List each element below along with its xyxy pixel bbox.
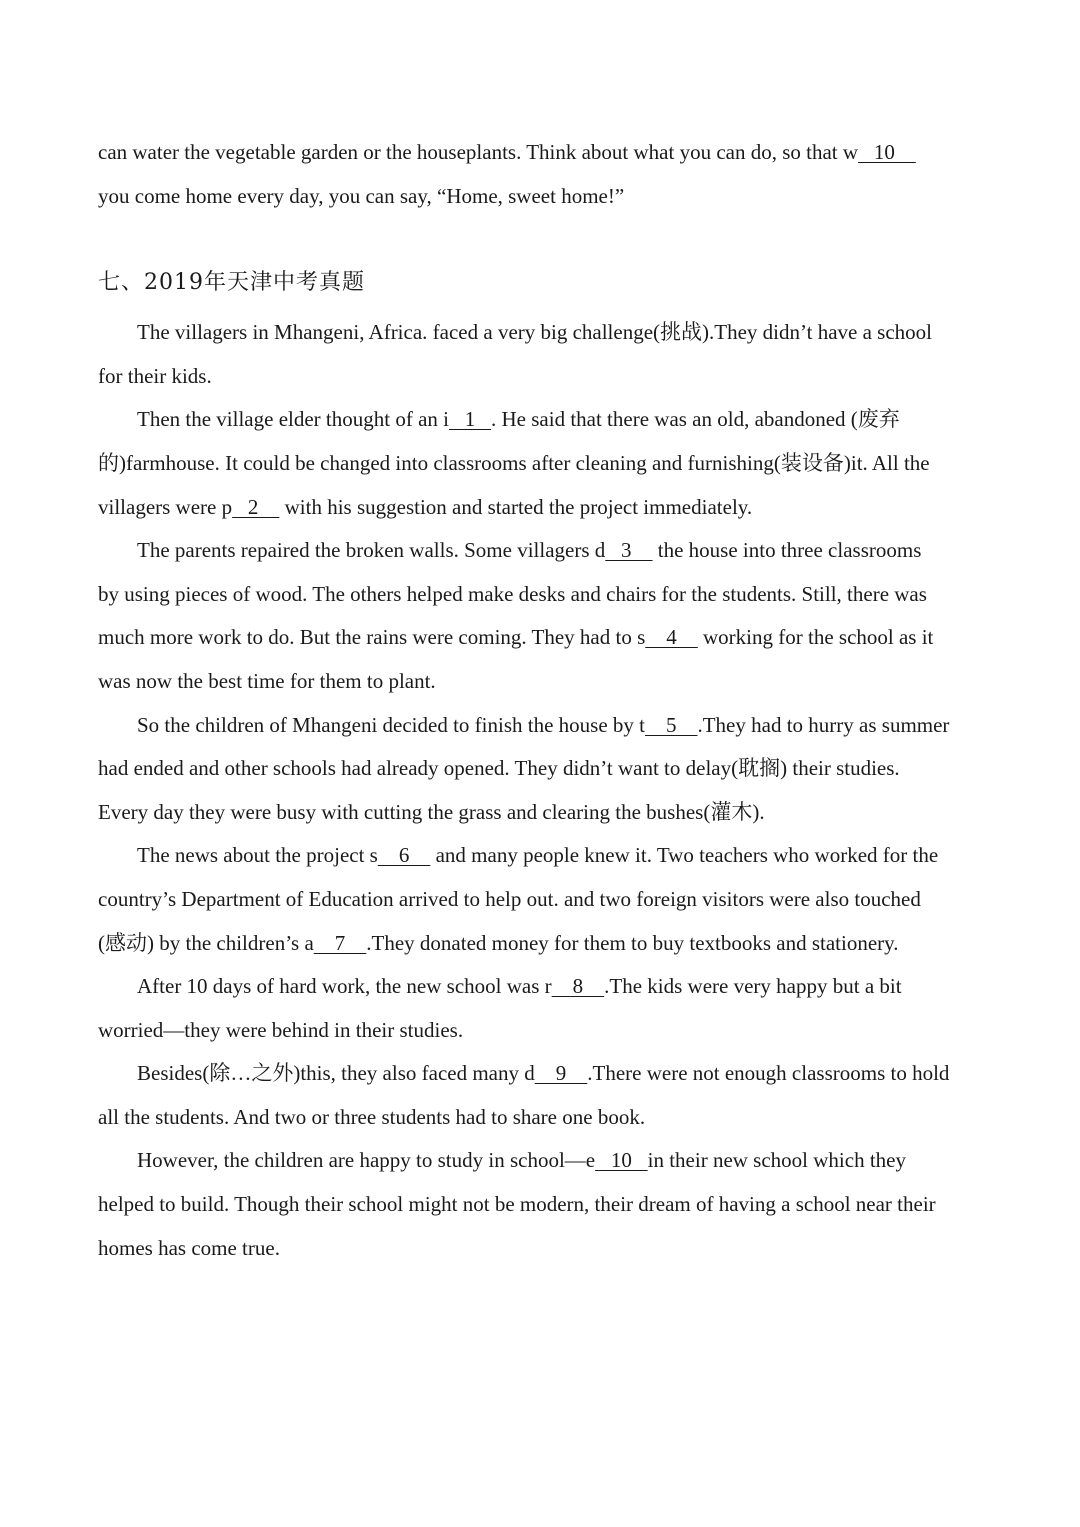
intro-line-2: you come home every day, you can say, “Home, sweet home!” <box>98 183 625 208</box>
blank-7: 7 <box>313 930 367 955</box>
section-heading: 七、2019年天津中考真题 <box>98 270 365 296</box>
blank-3: 3 <box>605 538 653 563</box>
paragraph-4-line-1 <box>98 704 988 748</box>
text-span: However, the children are happy to study in school—e <box>137 1148 596 1173</box>
paragraph-7-line-2: all the students. And two or three students had to share one book. <box>98 1104 646 1129</box>
intro-line-1 <box>98 131 988 175</box>
document-page <box>98 131 988 1270</box>
blank-9: 9 <box>534 1061 588 1086</box>
text-span: Then the village elder thought of an i <box>137 407 449 432</box>
text-span: in their new school which they <box>647 1148 906 1173</box>
paragraph-3-line-2: by using pieces of wood. The others helped make desks and chairs for the students. Still, there was <box>98 581 927 606</box>
paragraph-2-line-2: 的)farmhouse. It could be changed into classrooms after cleaning and furnishing(装设备)it. All the <box>98 450 930 475</box>
paragraph-8-line-1 <box>98 1139 988 1183</box>
intro-text: can water the vegetable garden or the houseplants. Think about what you can do, so that w <box>98 140 859 164</box>
text-span: Besides(除…之外)this, they also faced many d <box>137 1061 535 1086</box>
text-span: villagers were p <box>98 494 233 519</box>
paragraph-4-line-2: had ended and other schools had already opened. They didn’t want to delay(耽搁) their studies. <box>98 756 900 781</box>
text-span: .They donated money for them to buy textbooks and stationery. <box>366 930 899 955</box>
paragraph-6-line-2: worried—they were behind in their studies. <box>98 1017 464 1042</box>
paragraph-4-line-3: Every day they were busy with cutting the grass and clearing the bushes(灌木). <box>98 799 765 824</box>
text-span: The news about the project s <box>137 843 378 868</box>
text-span: and many people knew it. Two teachers who worked for the <box>430 843 939 868</box>
text-span: .There were not enough classrooms to hold <box>587 1061 950 1086</box>
paragraph-5-line-2: country’s Department of Education arrived to help out. and two foreign visitors were also touched <box>98 886 921 911</box>
text-span: the house into three classrooms <box>652 538 922 563</box>
paragraph-8-line-2: helped to build. Though their school might not be modern, their dream of having a school near their <box>98 1192 936 1217</box>
passage <box>98 311 988 1270</box>
text-span: working for the school as it <box>697 625 934 650</box>
paragraph-5-line-1 <box>98 834 988 878</box>
text-span: So the children of Mhangeni decided to finish the house by t <box>137 712 645 737</box>
paragraph-1-line-2: for their kids. <box>98 363 212 388</box>
paragraph-1-line-1: The villagers in Mhangeni, Africa. faced a very big challenge(挑战).They didn’t have a school <box>137 320 932 345</box>
paragraph-2-line-3 <box>98 486 988 530</box>
text-span: After 10 days of hard work, the new school was r <box>137 974 552 999</box>
blank-4: 4 <box>645 625 698 650</box>
blank-6: 6 <box>377 843 431 868</box>
blank-2: 2 <box>232 494 280 519</box>
blank-1: 1 <box>449 407 491 432</box>
text-span: .The kids were very happy but a bit <box>604 974 902 999</box>
paragraph-8-line-3: homes has come true. <box>98 1235 280 1260</box>
paragraph-5-line-3 <box>98 922 988 966</box>
text-span: The parents repaired the broken walls. Some villagers d <box>137 538 606 563</box>
paragraph-3-line-1 <box>98 529 988 573</box>
paragraph-3-line-4: was now the best time for them to plant. <box>98 668 436 693</box>
blank-10-prev: 10 <box>858 140 916 164</box>
blank-10: 10 <box>595 1148 648 1173</box>
text-span: . He said that there was an old, abandoned (废弃 <box>491 407 900 432</box>
text-span: (感动) by the children’s a <box>98 930 314 955</box>
text-span: much more work to do. But the rains were coming. They had to s <box>98 625 646 650</box>
paragraph-3-line-3 <box>98 616 988 660</box>
text-span: .They had to hurry as summer <box>697 712 950 737</box>
blank-8: 8 <box>551 974 605 999</box>
text-span: with his suggestion and started the project immediately. <box>279 494 753 519</box>
paragraph-7-line-1 <box>98 1052 988 1096</box>
blank-5: 5 <box>644 712 698 737</box>
paragraph-6-line-1 <box>98 965 988 1009</box>
paragraph-2-line-1 <box>98 398 988 442</box>
